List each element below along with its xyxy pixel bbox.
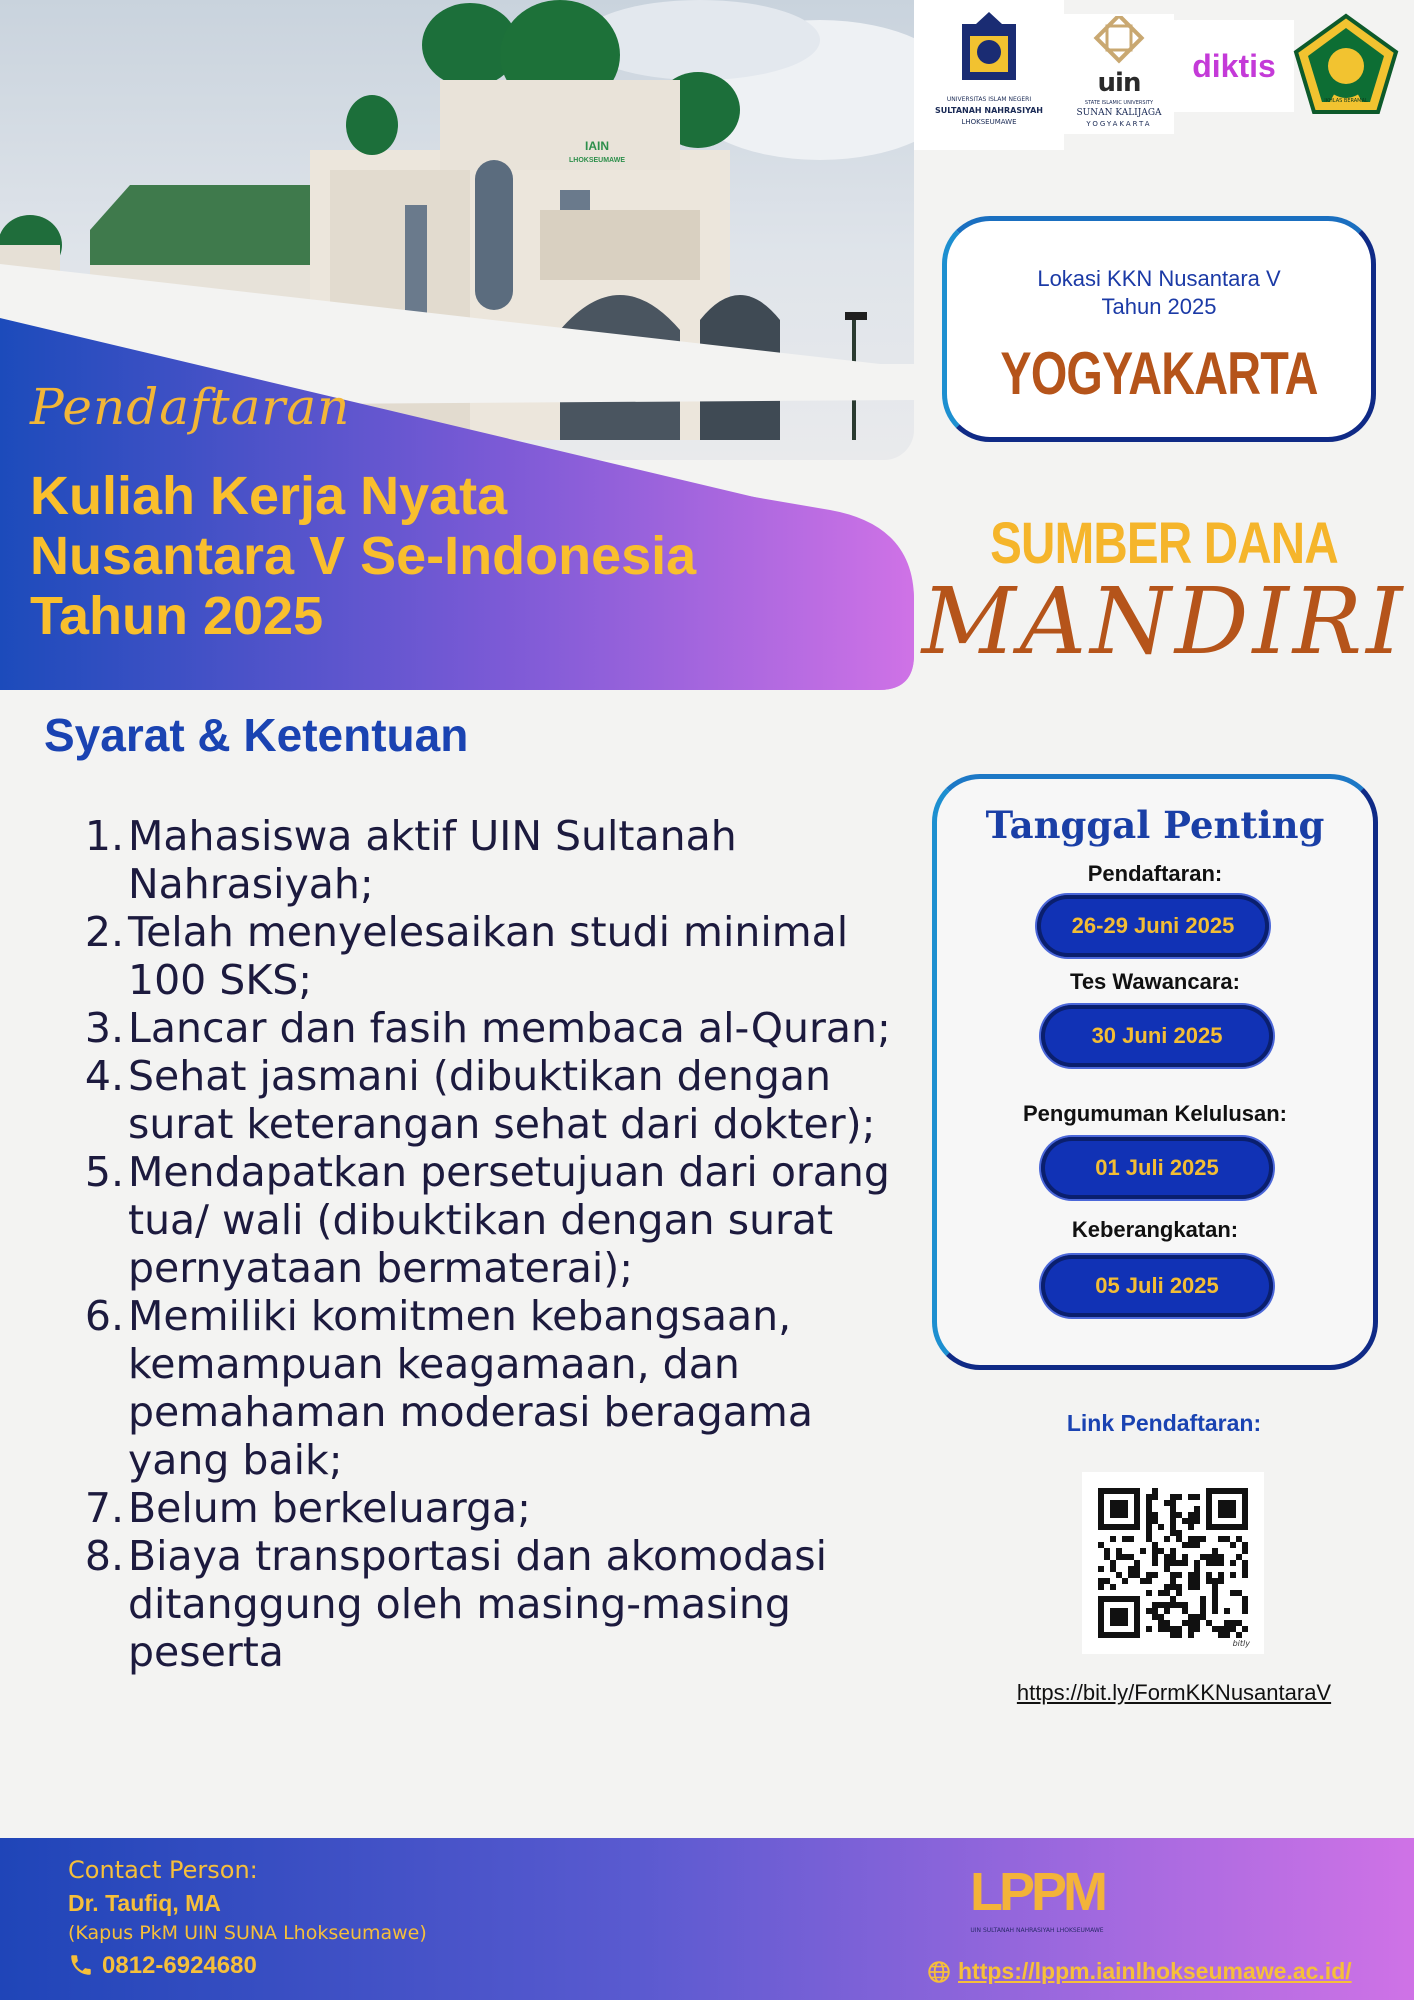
kemenag-pentagon-icon	[1290, 12, 1402, 118]
requirement-text: Sehat jasmani (dibuktikan dengan surat keterangan sehat dari dokter);	[128, 1052, 876, 1148]
date-pill-interview: 30 Juni 2025	[1041, 1005, 1273, 1067]
date-label-registration: Pendaftaran:	[1087, 861, 1223, 886]
kemenag-logo	[1290, 12, 1402, 118]
website-row	[926, 1958, 1352, 1985]
main-title	[30, 466, 890, 646]
requirement-item	[80, 812, 900, 908]
registration-link-label: Link Pendaftaran:	[1066, 1410, 1262, 1436]
uin-suka-caption-1: STATE ISLAMIC UNIVERSITY	[1084, 100, 1154, 106]
date-label-announcement: Pengumuman Kelulusan:	[1022, 1101, 1288, 1126]
date-pill-departure: 05 Juli 2025	[1041, 1255, 1273, 1317]
funding-value: MANDIRI	[921, 568, 1407, 675]
important-dates-title: Tanggal Penting	[985, 803, 1325, 847]
main-title-line-1: Kuliah Kerja Nyata	[30, 466, 508, 526]
requirement-item	[80, 1484, 900, 1532]
phone-icon	[68, 1952, 94, 1978]
requirement-text: Mendapatkan persetujuan dari orang tua/ wali (dibuktikan dengan surat pernyataan bermaterai);	[128, 1148, 890, 1292]
requirement-number: 8.	[84, 1532, 124, 1580]
requirement-number: 2.	[84, 908, 124, 956]
location-city: YOGYAKARTA	[1000, 340, 1318, 407]
requirement-number: 1.	[84, 812, 124, 860]
uin-suna-caption-3: LHOKSEUMAWE	[961, 118, 1017, 126]
requirements-title: Syarat & Ketentuan	[44, 709, 469, 761]
lppm-logo-text: LPPM	[969, 1862, 1105, 1922]
requirement-text: Lancar dan fasih membaca al-Quran;	[128, 1004, 891, 1052]
uin-suka-caption-2: SUNAN KALIJAGA	[1076, 108, 1162, 118]
uin-suna-emblem-icon	[954, 10, 1024, 96]
requirement-item	[80, 1148, 900, 1292]
registration-qr-code[interactable]	[1082, 1472, 1264, 1654]
requirements-list	[80, 812, 900, 1676]
requirement-number: 5.	[84, 1148, 124, 1196]
location-subtitle	[947, 265, 1371, 321]
contact-phone-number: 0812-6924680	[102, 1952, 257, 1979]
date-pill-registration: 26-29 Juni 2025	[1037, 895, 1269, 957]
main-title-line-2: Nusantara V Se-Indonesia	[30, 526, 697, 586]
important-dates-card	[932, 774, 1378, 1370]
location-subtitle-line-2: Tahun 2025	[1101, 294, 1217, 319]
location-subtitle-line-1: Lokasi KKN Nusantara V	[1037, 266, 1281, 291]
uin-suna-caption-1: UNIVERSITAS ISLAM NEGERI	[946, 96, 1032, 103]
requirement-item	[80, 1004, 900, 1052]
requirement-item	[80, 1052, 900, 1148]
requirement-text: Memiliki komitmen kebangsaan, kemampuan keagamaan, dan pemahaman moderasi beragama yang baik;	[128, 1292, 813, 1484]
qr-caption: bitly	[1232, 1639, 1250, 1648]
qr-code-icon	[1082, 1472, 1264, 1654]
uin-suka-logo	[1064, 14, 1174, 134]
requirement-item	[80, 1532, 900, 1676]
requirement-text: Mahasiswa aktif UIN Sultanah Nahrasiyah;	[128, 812, 737, 908]
requirement-text: Telah menyelesaikan studi minimal 100 SKS;	[128, 908, 849, 1004]
kemenag-motto: IKHLAS BERAMAL	[1324, 98, 1368, 104]
main-title-line-3: Tahun 2025	[30, 586, 324, 646]
requirement-number: 6.	[84, 1292, 124, 1340]
requirement-text: Belum berkeluarga;	[128, 1484, 531, 1532]
location-card	[942, 216, 1376, 442]
globe-icon	[926, 1959, 952, 1985]
lppm-logo	[962, 1848, 1112, 1940]
contact-role: (Kapus PkM UIN SUNA Lhokseumawe)	[68, 1922, 427, 1944]
registration-url-link[interactable]: https://bit.ly/FormKKNusantaraV	[1016, 1680, 1332, 1705]
requirement-number: 3.	[84, 1004, 124, 1052]
requirement-number: 4.	[84, 1052, 124, 1100]
partner-logos	[914, 0, 1414, 150]
diktis-wordmark: diktis	[1192, 48, 1276, 84]
date-label-departure: Keberangkatan:	[1071, 1217, 1239, 1242]
requirement-item	[80, 908, 900, 1004]
lppm-logo-caption: UIN SULTANAH NAHRASIYAH LHOKSEUMAWE	[970, 1927, 1104, 1934]
uin-suna-caption-2: SULTANAH NAHRASIYAH	[934, 106, 1043, 115]
requirement-text: Biaya transportasi dan akomodasi ditanggung oleh masing-masing peserta	[128, 1532, 828, 1676]
requirement-number: 7.	[84, 1484, 124, 1532]
uin-suka-ornament-icon	[1089, 16, 1149, 68]
contact-phone[interactable]	[68, 1952, 257, 1980]
requirement-item	[80, 1292, 900, 1484]
uin-suka-caption-3: YOGYAKARTA	[1086, 120, 1152, 128]
funding-label: SUMBER DANA	[990, 511, 1338, 576]
date-pill-announcement: 01 Juli 2025	[1041, 1137, 1273, 1199]
registration-script-title: Pendaftaran	[30, 378, 351, 436]
uin-suna-logo	[914, 0, 1064, 150]
website-link[interactable]: https://lppm.iainlhokseumawe.ac.id/	[958, 1958, 1352, 1984]
contact-name: Dr. Taufiq, MA	[68, 1890, 221, 1916]
building-sign-text: IAIN	[585, 139, 609, 153]
contact-person-label: Contact Person:	[68, 1856, 258, 1884]
diktis-logo	[1174, 20, 1294, 112]
building-sign-subtext: LHOKSEUMAWE	[569, 157, 625, 164]
date-label-interview: Tes Wawancara:	[1070, 969, 1240, 994]
lppm-logo-icon	[962, 1848, 1112, 1940]
uin-suka-wordmark: uin	[1097, 68, 1141, 98]
